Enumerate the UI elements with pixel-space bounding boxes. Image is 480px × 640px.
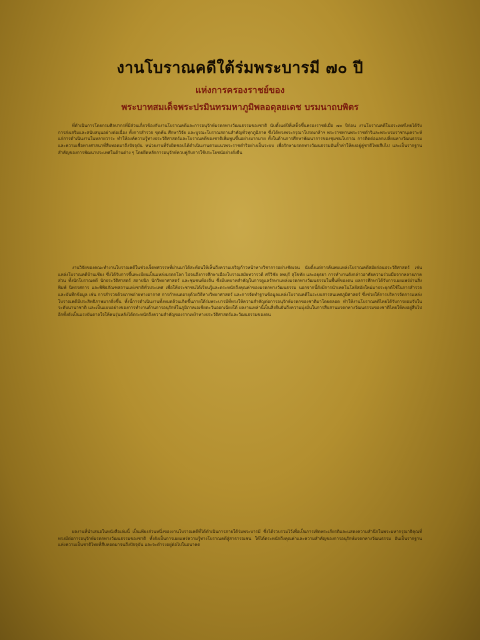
document-subtitle-line2: พระบาทสมเด็จพระปรมินทรมหาภูมิพลอดุลยเดช บรมนาถบพิตร — [121, 103, 359, 113]
paragraph-text: ผลงานที่นำเสนอในหนังสือเล่มนี้ เป็นเพียงส่วนหนึ่งของงานโบราณคดีที่ได้ดำเนินการภายใต้ร่มพระบารมี ซึ่งได้รวบรวมไว้เพื่อเป็นการเทิดพระเกียรติและแสดงความสำนึกในพระมหากรุณาธิคุณที่ทรงมีต่อการอนุรักษ์มรดกทางวัฒนธรรมของชาติ ทั้งยังเป็นการเผยแพร่ความรู้ทางโบราณคดีสู่สาธารณชน ให้ได้ตระหนักถึงคุณค่าและความสำคัญของการอนุรักษ์มรดกทางวัฒนธรรม อันเป็นรากฐานแห่งความเป็นชาติไทยที่สืบทอดมาจนถึงปัจจุบัน และจะดำรงอยู่ต่อไปในอนาคต — [58, 530, 422, 549]
body-paragraph-3 — [58, 530, 422, 550]
body-paragraph-1 — [58, 124, 422, 158]
body-paragraph-2 — [58, 266, 422, 320]
paragraph-text: งานวิจัยของคณะทำงานโบราณคดีในช่วงเจ็ดทศวรรษที่ผ่านมาได้สะท้อนให้เห็นถึงความเจริญก้าวหน้าทางวิชาการอย่างชัดเจน นับตั้งแต่การค้นพบแหล่งโบราณคดีสมัยก่อนประวัติศาสตร์ เช่น แหล่งโบราณคดีบ้านเชียง ซึ่งได้รับการขึ้นทะเบียนเป็นแหล่งมรดกโลก ไปจนถึงการศึกษาเมืองโบราณสมัยทวารวดี ศรีวิชัย ลพบุรี สุโขทัย และอยุธยา การทำงานดังกล่าวอาศัยความร่วมมือจากหลายภาคส่วน ทั้งนักโบราณคดี นักประวัติศาสตร์ สถาปนิก นักวิทยาศาสตร์ และชุมชนท้องถิ่น ซึ่งมีบทบาทสำคัญในการดูแลรักษาแหล่งมรดกทางวัฒนธรรมในพื้นที่ของตน ผลการศึกษาได้รับการเผยแพร่ผ่านสิ่งพิมพ์ นิทรรศการ และพิพิธภัณฑสถานแห่งชาติทั่วประเทศ เพื่อให้ประชาชนได้เรียนรู้และตระหนักถึงคุณค่าของมรดกทางวัฒนธรรม นอกจากนี้ยังมีการนำเทคโนโลยีสมัยใหม่มาประยุกต์ใช้ในการสำรวจและบันทึกข้อมูล เช่น การสำรวจด้วยภาพถ่ายทางอากาศ การกำหนดอายุด้วยวิธีทางวิทยาศาสตร์ และการจัดทำฐานข้อมูลแหล่งโบราณคดีในระบบสารสนเทศภูมิศาสตร์ ซึ่งช่วยให้การบริหารจัดการแหล่งโบราณคดีมีประสิทธิภาพมากยิ่งขึ้น ทั้งนี้การดำเนินงานทั้งหมดล้วนเกิดขึ้นภายใต้ร่มพระบารมีที่ทรงให้ความสำคัญต่อการอนุรักษ์มรดกของชาติมาโดยตลอด ทำให้งานโบราณคดีไทยได้รับการยอมรับในระดับนานาชาติ และเป็นแบบอย่างของการทำงานด้านการอนุรักษ์ในภูมิภาคเอเชียตะวันออกเฉียงใต้ ผลงานเหล่านี้เป็นสิ่งยืนยันถึงความมุ่งมั่นในการสืบสานมรดกทางวัฒนธรรมของชาติไทยให้คงอยู่สืบไป อีกทั้งยังเป็นแรงบันดาลใจให้คนรุ่นหลังได้ตระหนักถึงความสำคัญของรากเหง้าทางประวัติศาสตร์และวัฒนธรรมของตน — [58, 266, 422, 318]
document-title: งานโบราณคดีใต้ร่มพระบารมี ๗๐ ปี — [116, 58, 364, 77]
document-header — [40, 58, 440, 114]
document-subtitle-line1: แห่งการครองราชย์ของ — [195, 86, 285, 96]
paragraph-text: ที่ดำเนินการโดยกรมศิลปากรที่มีส่วนเกี่ยวข้องกับงานโบราณคดีและการอนุรักษ์มรดกทางวัฒนธรรมของชาติ นับตั้งแต่ปีที่เสด็จขึ้นครองราชย์เมื่อ ๗๐ ปีก่อน งานโบราณคดีในประเทศไทยได้รับการส่งเสริมและสนับสนุนอย่างต่อเนื่อง ทั้งการสำรวจ ขุดค้น ศึกษาวิจัย และบูรณะโบราณสถานสำคัญทั่วทุกภูมิภาค ซึ่งได้ทรงพระกรุณาโปรดเกล้าฯ พระราชทานพระราชดำริและพระบรมราชานุเคราะห์แก่การดำเนินงานในหลายวาระ ทำให้องค์ความรู้ทางประวัติศาสตร์และโบราณคดีของชาติเพิ่มพูนขึ้นอย่างมากมาย ทั้งในด้านการศึกษาพัฒนาการของชุมชนโบราณ การติดต่อแลกเปลี่ยนทางวัฒนธรรม และความเชื่อทางศาสนาที่สืบทอดมาถึงปัจจุบัน หน่วยงานที่รับผิดชอบได้ดำเนินงานตามแนวพระราชดำริอย่างเป็นระบบ เพื่อรักษามรดกทางวัฒนธรรมอันล้ำค่าให้คงอยู่คู่ชาติไทยสืบไป และเป็นรากฐานสำคัญของการพัฒนาประเทศในด้านต่าง ๆ โดยยึดหลักการอนุรักษ์ควบคู่กับการใช้ประโยชน์อย่างยั่งยืน — [58, 124, 422, 156]
